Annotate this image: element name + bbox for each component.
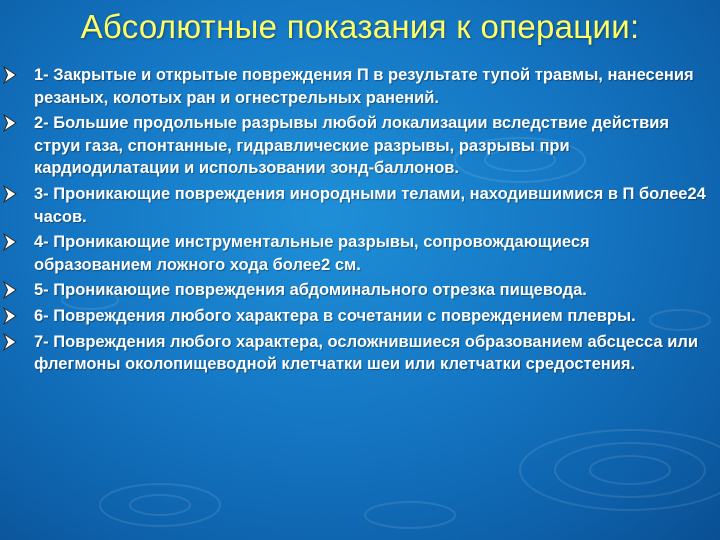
arrowhead-bullet-icon [3, 114, 17, 132]
list-item-text: 4- Проникающие инструментальные разрывы, сопровождающиеся образованием ложного хода более2 см. [34, 233, 590, 274]
list-item-text: 6- Повреждения любого характера в сочетании с повреждением плевры. [34, 306, 636, 325]
list-item [0, 64, 720, 109]
slide-title: Абсолютные показания к операции: [80, 8, 640, 45]
arrowhead-bullet-icon [3, 233, 17, 251]
list-item-text: 1- Закрытые и открытые повреждения П в результате тупой травмы, нанесения резаных, колотых ран и огнестрельных ранений. [34, 66, 694, 107]
list-item [0, 231, 720, 276]
list-item [0, 279, 720, 302]
list-item [0, 331, 720, 376]
arrowhead-bullet-icon [3, 281, 17, 299]
list-item-text: 3- Проникающие повреждения инородными телами, находившимися в П более24 часов. [34, 184, 706, 226]
list-item-text: 2- Большие продольные разрывы любой локализации вследствие действия струи газа, спонтанные, гидравлические разрывы, разрывы при кардиодилатации и использовании зонд-баллонов. [34, 114, 670, 178]
arrowhead-bullet-icon [3, 307, 17, 325]
arrowhead-bullet-icon [3, 185, 17, 203]
bullet-list [0, 64, 720, 379]
arrowhead-bullet-icon [3, 333, 17, 351]
list-item [0, 305, 720, 328]
arrowhead-bullet-icon [3, 66, 17, 84]
list-item [0, 183, 720, 228]
list-item-text: 5- Проникающие повреждения абдоминального отрезка пищевода. [34, 281, 587, 300]
list-item-text: 7- Повреждения любого характера, осложнившиеся образованием абсцесса или флегмоны околопищеводной клетчатки шеи или клетчатки средостения. [34, 332, 698, 374]
list-item [0, 112, 720, 180]
